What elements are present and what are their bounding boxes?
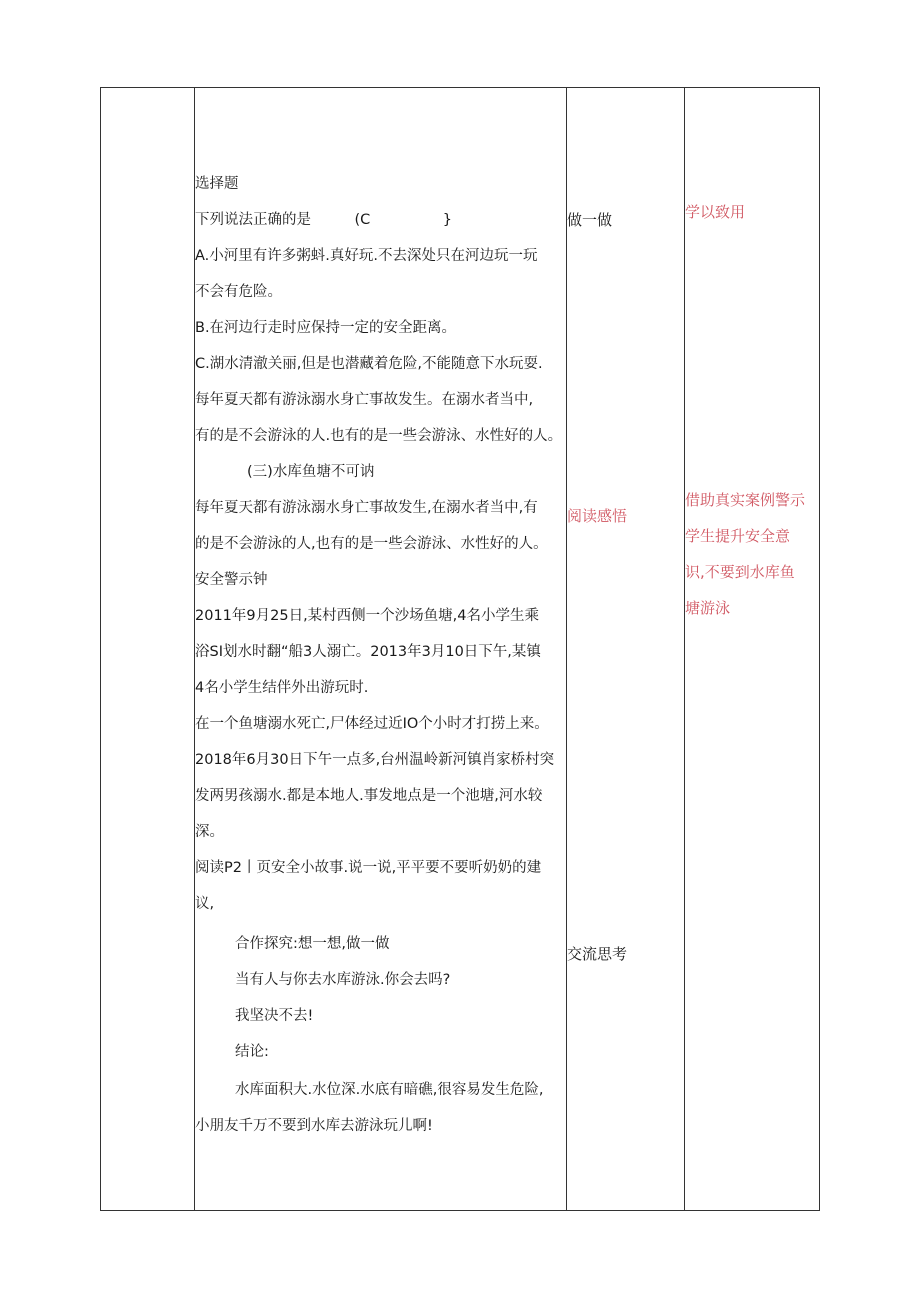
intent-apply: 学以致用 bbox=[685, 203, 746, 221]
conclusion-label: 结论: bbox=[235, 1044, 269, 1060]
intent-line: 借助真实案例警示 bbox=[685, 491, 806, 509]
option-a: A.小河里有许多粥蚪.真好玩.不去深处只在河边玩一玩 bbox=[195, 248, 538, 264]
discussion-question: 当有人与你去水库游泳.你会去吗? bbox=[235, 972, 451, 988]
case-line: 在一个鱼塘溺水死亡,尸体经过近IO个小时才打捞上来。 bbox=[195, 716, 549, 732]
intent-line: 学生提升安全意 bbox=[685, 527, 791, 545]
case-line: 深。 bbox=[195, 824, 224, 840]
answer-text: 我坚决不去! bbox=[235, 1008, 314, 1024]
intent-line: 识,不要到水库鱼 bbox=[685, 563, 795, 581]
warning-heading: 安全警示钟 bbox=[195, 572, 268, 588]
cooperative-inquiry: 合作探究:想一想,做一做 bbox=[235, 936, 390, 952]
activity-do: 做一做 bbox=[567, 211, 613, 229]
column-divider bbox=[684, 88, 685, 1210]
section-heading: 选择题 bbox=[195, 176, 239, 192]
case-line: 4名小学生结伴外出游玩时. bbox=[195, 680, 369, 696]
option-c: C.湖水清澈关丽,但是也潜藏着危险,不能随意下水玩耍. bbox=[195, 356, 543, 372]
case-line: 2011年9月25日,某村西侧一个沙场鱼塘,4名小学生乘 bbox=[195, 608, 540, 624]
question-text: 下列说法正确的是 (C } bbox=[195, 212, 453, 228]
paragraph-line: 的是不会游泳的人,也有的是一些会游泳、水性好的人。 bbox=[195, 536, 548, 552]
intent-line: 塘游泳 bbox=[685, 599, 731, 617]
activity-reading: 阅读感悟 bbox=[567, 507, 628, 525]
subsection-heading: (三)水库鱼塘不可讷 bbox=[247, 464, 375, 480]
option-b: B.在河边行走时应保持一定的安全距离。 bbox=[195, 320, 457, 336]
reading-task: 阅读P2丨页安全小故事.说一说,平平要不要听奶奶的建 bbox=[195, 860, 542, 876]
conclusion-text-cont: 小朋友千万不要到水库去游泳玩儿啊! bbox=[195, 1118, 433, 1134]
paragraph-line: 有的是不会游泳的人.也有的是一些会游泳、水性好的人。 bbox=[195, 428, 563, 444]
activity-discussion: 交流思考 bbox=[567, 945, 628, 963]
conclusion-text: 水库面积大.水位深.水底有暗礁,很容易发生危险, bbox=[235, 1082, 544, 1098]
case-line: 发两男孩溺水.都是本地人.事发地点是一个池塘,河水较 bbox=[195, 788, 543, 804]
reading-task-cont: 议, bbox=[195, 896, 215, 912]
case-line: 浴SI划水时翻“船3人溺亡。2013年3月10日下午,某镇 bbox=[195, 644, 541, 660]
case-line: 2018年6月30日下午一点多,台州温岭新河镇肖家桥村突 bbox=[195, 752, 555, 768]
paragraph-line: 每年夏天都有游泳溺水身亡事故发生,在溺水者当中,有 bbox=[195, 500, 538, 516]
column-divider bbox=[566, 88, 567, 1210]
option-a-cont: 不会有危险。 bbox=[195, 284, 282, 300]
lesson-table bbox=[100, 87, 820, 1211]
paragraph-line: 每年夏天都有游泳溺水身亡事故发生。在溺水者当中, bbox=[195, 392, 534, 408]
